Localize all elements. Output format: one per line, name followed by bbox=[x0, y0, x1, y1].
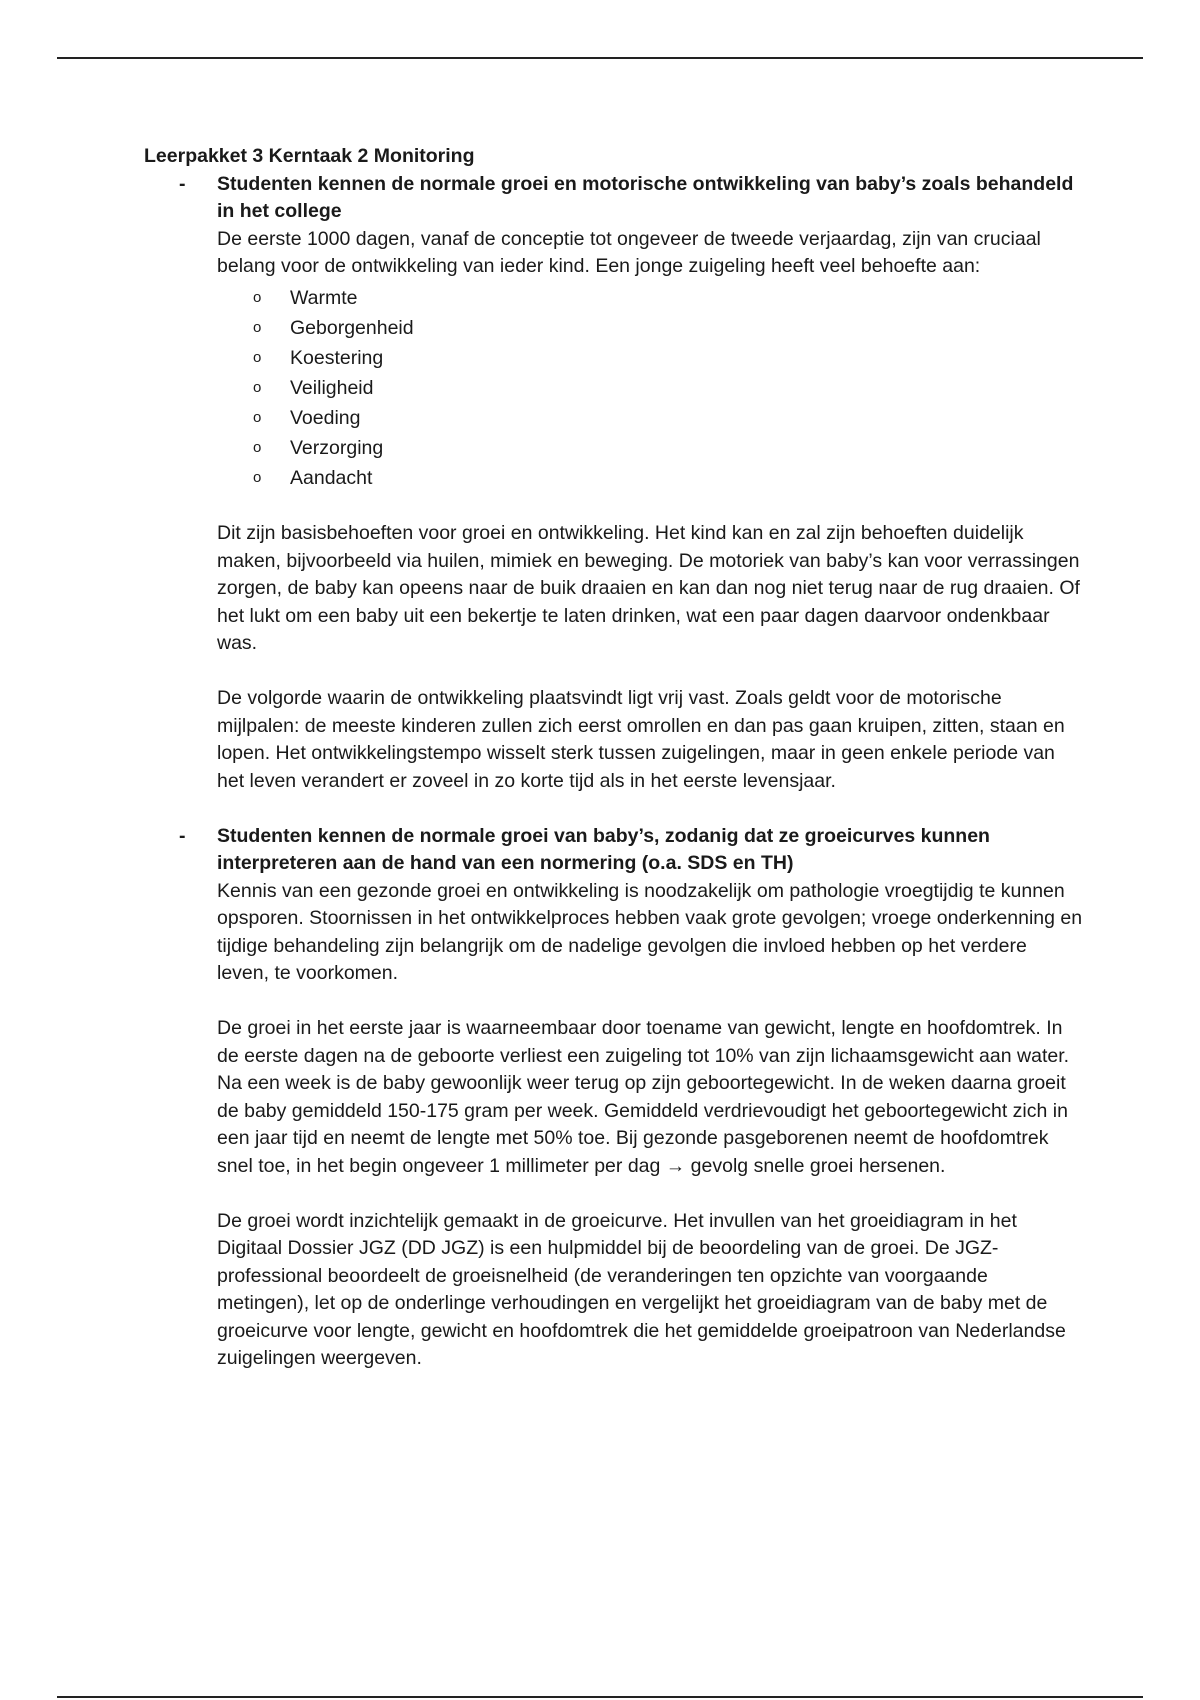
list-item bbox=[253, 403, 1084, 433]
list-item-label: Geborgenheid bbox=[290, 316, 414, 339]
section-2-paragraph-2: De groei wordt inzichtelijk gemaakt in de groeicurve. Het invullen van het groeidiagram in het Digitaal Dossier JGZ (DD JGZ) is een hulpmiddel bij de beoordeling van de groei. De JGZ-professional beoordeelt de groeisnelheid (de veranderingen ten opzichte van voorgaande metingen), let op de onderlinge verhoudingen en vergelijkt het groeidiagram van de baby met de groeicurve voor lengte, gewicht en hoofdomtrek die het gemiddelde groeipatroon van Nederlandse zuigelingen weergeven. bbox=[217, 1209, 1066, 1369]
list-item-label: Veiligheid bbox=[290, 376, 374, 399]
list-item bbox=[253, 343, 1084, 373]
section-2-dash-bullet: - bbox=[179, 824, 186, 847]
document-title: Leerpakket 3 Kerntaak 2 Monitoring bbox=[144, 145, 475, 167]
list-item-label: Verzorging bbox=[290, 436, 384, 459]
list-item-label: Koestering bbox=[290, 346, 384, 369]
circle-bullet-icon: o bbox=[253, 408, 262, 426]
section-2-heading: Studenten kennen de normale groei van baby’s, zodanig dat ze groeicurves kunnen interpreteren aan de hand van een normering (o.a. SDS en TH) bbox=[217, 824, 990, 874]
list-item bbox=[253, 313, 1084, 343]
list-item bbox=[253, 373, 1084, 403]
section-1 bbox=[144, 171, 1084, 796]
section-2-intro: Kennis van een gezonde groei en ontwikkeling is noodzakelijk om pathologie vroegtijdig te kunnen opsporen. Stoornissen in het ontwikkelproces hebben vaak grote gevolgen; vroege onderkenning en tijdige behandeling zijn belangrijk om de nadelige gevolgen die invloed hebben op het verdere leven, te voorkomen. bbox=[217, 879, 1083, 984]
circle-bullet-icon: o bbox=[253, 468, 262, 486]
circle-bullet-icon: o bbox=[253, 348, 262, 366]
section-1-paragraph-1: Dit zijn basisbehoeften voor groei en ontwikkeling. Het kind kan en zal zijn behoeften duidelijk maken, bijvoorbeeld via huilen, mimiek en beweging. De motoriek van baby’s kan voor verrassingen zorgen, de baby kan opeens naar de buik draaien en kan dan nog niet terug naar de rug draaien. Of het lukt om een baby uit een bekertje te laten drinken, wat een paar dagen daarvoor ondenkbaar was. bbox=[217, 522, 1080, 654]
bottom-rule bbox=[57, 1696, 1143, 1698]
list-item-label: Voeding bbox=[290, 406, 361, 429]
section-1-intro: De eerste 1000 dagen, vanaf de conceptie tot ongeveer de tweede verjaardag, zijn van cruciaal belang voor de ontwikkeling van ieder kind. Een jonge zuigeling heeft veel behoefte aan: bbox=[217, 227, 1041, 277]
list-item-label: Aandacht bbox=[290, 466, 373, 489]
circle-bullet-icon: o bbox=[253, 378, 262, 396]
section-1-paragraph-2: De volgorde waarin de ontwikkeling plaatsvindt ligt vrij vast. Zoals geldt voor de motorische mijlpalen: de meeste kinderen zullen zich eerst omrollen en dan pas gaan kruipen, zitten, staan en lopen. Het ontwikkelingstempo wisselt sterk tussen zuigelingen, maar in geen enkele periode van het leven verandert er zoveel in zo korte tijd als in het eerste levensjaar. bbox=[217, 687, 1065, 792]
list-item bbox=[253, 433, 1084, 463]
list-item bbox=[253, 463, 1084, 493]
section-2-paragraph-1: De groei in het eerste jaar is waarneembaar door toename van gewicht, lengte en hoofdomtrek. In de eerste dagen na de geboorte verliest een zuigeling tot 10% van zijn lichaamsgewicht aan water. Na een week is de baby gewoonlijk weer terug op zijn geboortegewicht. In de weken daarna groeit de baby gemiddeld 150-175 gram per week. Gemiddeld verdrievoudigt het geboortegewicht zich in een jaar tijd en neemt de lengte met 50% toe. Bij gezonde pasgeborenen neemt de hoofdomtrek snel toe, in het begin ongeveer 1 millimeter per dag → gevolg snelle groei hersenen. bbox=[217, 1017, 1070, 1177]
circle-bullet-icon: o bbox=[253, 318, 262, 336]
circle-bullet-icon: o bbox=[253, 288, 262, 306]
section-1-dash-bullet: - bbox=[179, 172, 186, 195]
list-item bbox=[253, 283, 1084, 313]
section-2 bbox=[144, 823, 1084, 1373]
section-1-heading: Studenten kennen de normale groei en motorische ontwikkeling van baby’s zoals behandeld in het college bbox=[217, 172, 1074, 222]
list-item-label: Warmte bbox=[290, 286, 358, 309]
document-body bbox=[144, 143, 1084, 1373]
circle-bullet-icon: o bbox=[253, 438, 262, 456]
top-rule bbox=[57, 57, 1143, 59]
needs-list bbox=[217, 283, 1084, 493]
